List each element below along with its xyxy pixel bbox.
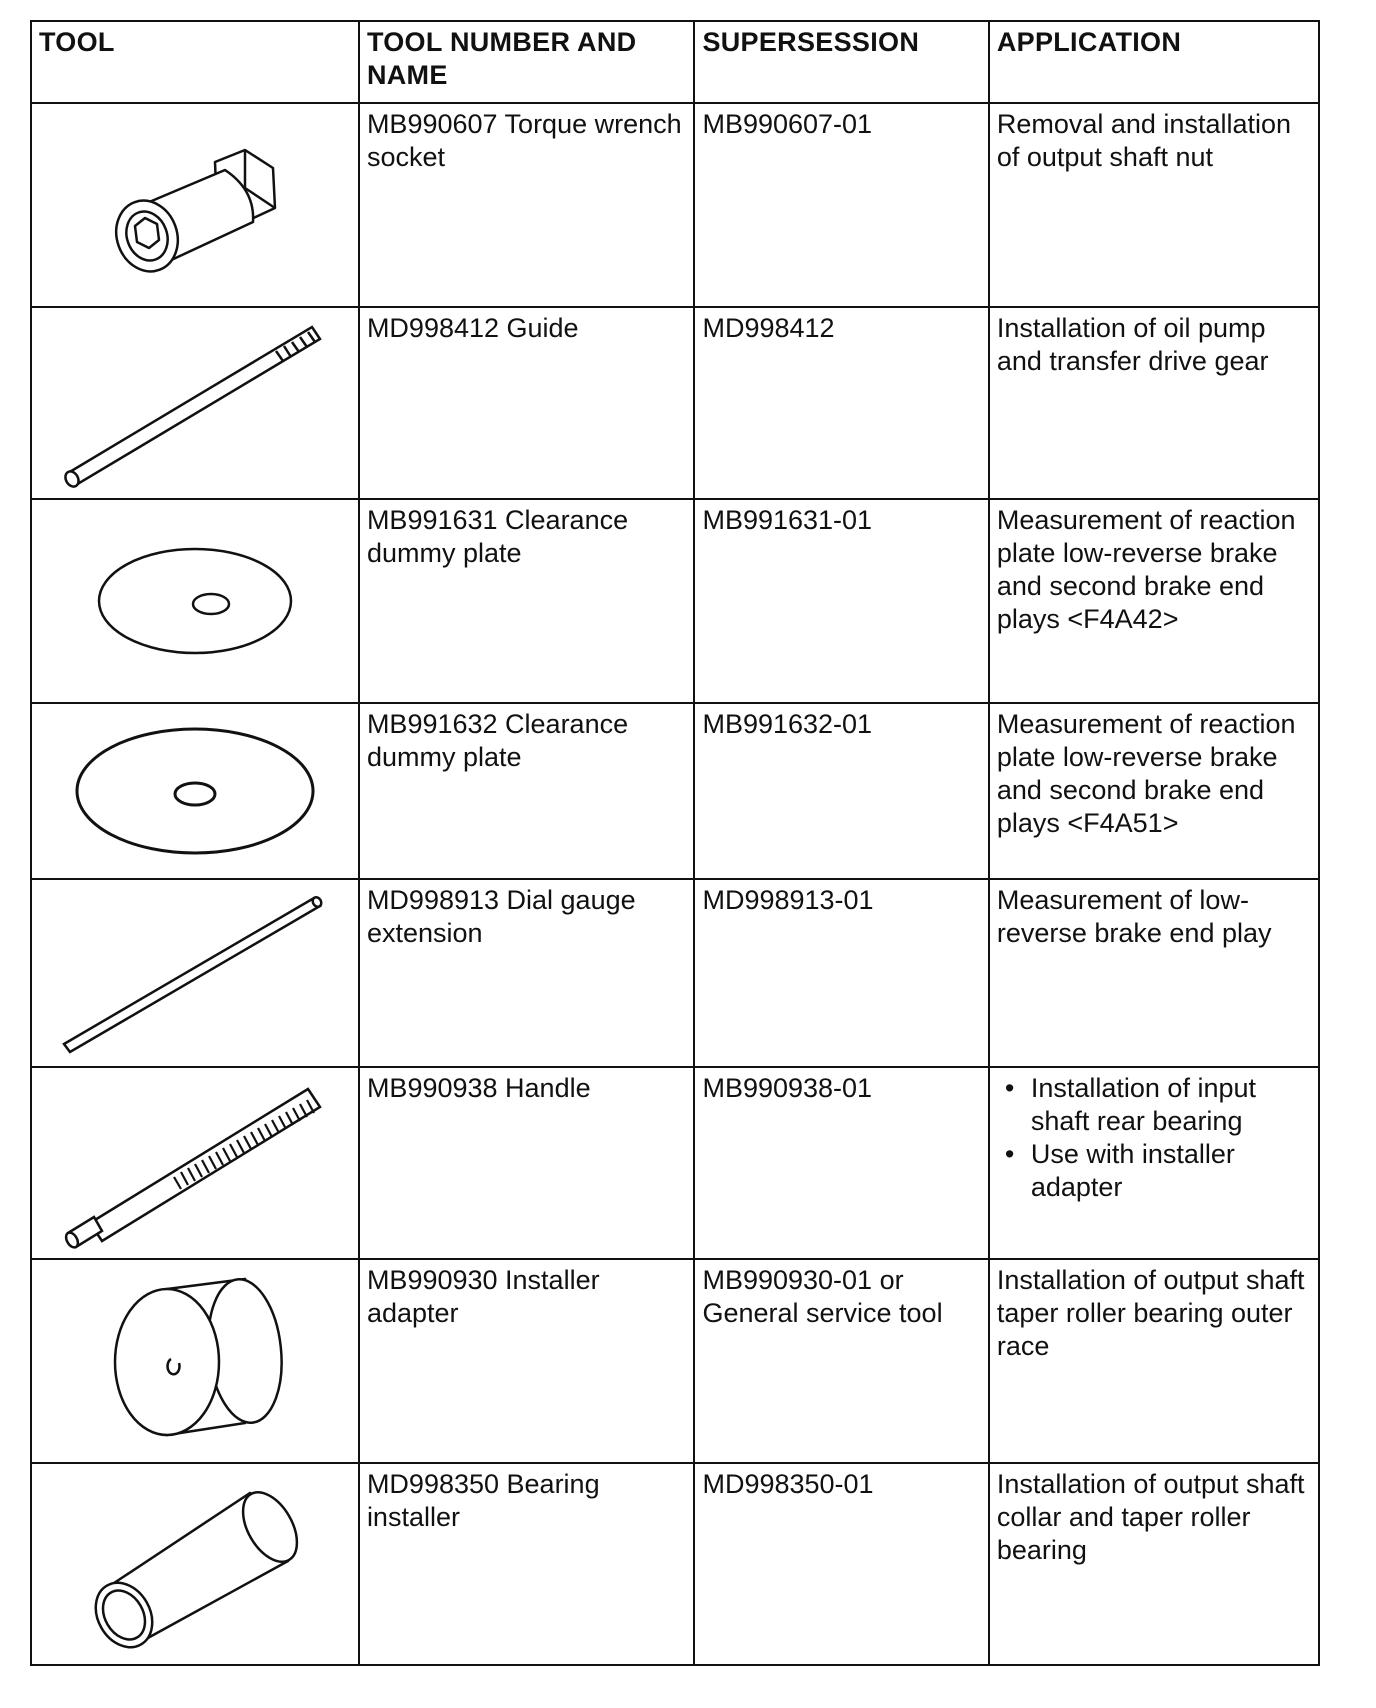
tool-application [989,1067,1319,1259]
table-row [31,499,1319,703]
special-tools-page [30,20,1320,1666]
application-list [997,1072,1311,1204]
header-supersession: SUPERSESSION [694,21,988,103]
tool-illustration-cell [31,1259,359,1463]
clearance-dummy-plate-icon [65,716,325,866]
bearing-installer-icon [80,1479,310,1649]
tool-supersession: MB991631-01 [694,499,988,703]
handle-icon [50,1073,340,1253]
tool-number-and-name: MD998412 Guide [359,307,695,499]
tool-illustration-cell [31,307,359,499]
table-row [31,103,1319,307]
clearance-dummy-plate-icon [85,536,305,666]
tool-application: Measurement of reaction plate low-reverse brake and second brake end plays <F4A42> [989,499,1319,703]
tool-supersession: MB990938-01 [694,1067,988,1259]
guide-icon [50,313,340,493]
table-row [31,703,1319,879]
tool-illustration-cell [31,103,359,307]
list-item: • Installation of input shaft rear bearing [1031,1072,1311,1138]
table-row [31,307,1319,499]
tool-number-and-name: MD998350 Bearing installer [359,1463,695,1665]
tool-supersession: MB990607-01 [694,103,988,307]
tool-application: Installation of output shaft taper roller bearing outer race [989,1259,1319,1463]
tool-illustration-cell [31,499,359,703]
table-row [31,1463,1319,1665]
tool-supersession: MD998913-01 [694,879,988,1067]
tool-application: Measurement of low-reverse brake end play [989,879,1319,1067]
tool-illustration-cell [31,703,359,879]
tool-application: Installation of oil pump and transfer drive gear [989,307,1319,499]
dial-gauge-extension-icon [50,888,340,1058]
table-row [31,879,1319,1067]
tool-number-and-name: MB991632 Clearance dummy plate [359,703,695,879]
installer-adapter-icon [95,1271,295,1451]
header-tool: TOOL [31,21,359,103]
torque-wrench-socket-icon [95,130,295,280]
tool-supersession: MB990930-01 or General service tool [694,1259,988,1463]
tool-application: Measurement of reaction plate low-reverse brake and second brake end plays <F4A51> [989,703,1319,879]
table-row [31,1067,1319,1259]
table-row [31,1259,1319,1463]
tool-number-and-name: MB990938 Handle [359,1067,695,1259]
tool-application: Installation of output shaft collar and taper roller bearing [989,1463,1319,1665]
tool-number-and-name: MD998913 Dial gauge extension [359,879,695,1067]
tool-number-and-name: MB991631 Clearance dummy plate [359,499,695,703]
list-item: • Use with installer adapter [1031,1138,1311,1204]
table-header-row [31,21,1319,103]
tool-number-and-name: MB990930 Installer adapter [359,1259,695,1463]
header-application: APPLICATION [989,21,1319,103]
tool-supersession: MD998350-01 [694,1463,988,1665]
header-tool-number-and-name: TOOL NUMBER AND NAME [359,21,695,103]
tool-number-and-name: MB990607 Torque wrench socket [359,103,695,307]
tool-supersession: MB991632-01 [694,703,988,879]
tool-application: Removal and installation of output shaft nut [989,103,1319,307]
tool-illustration-cell [31,879,359,1067]
tool-supersession: MD998412 [694,307,988,499]
tool-illustration-cell [31,1463,359,1665]
tool-illustration-cell [31,1067,359,1259]
special-tools-table [30,20,1320,1666]
